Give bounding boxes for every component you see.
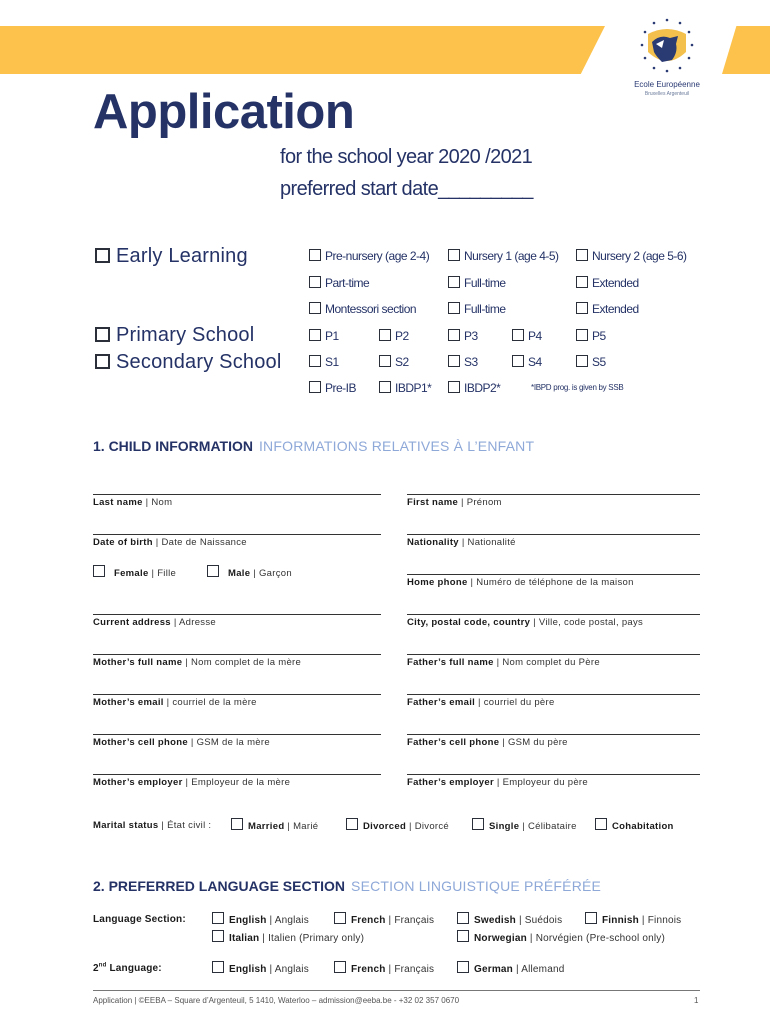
category-label: Primary School [116, 324, 255, 346]
option-label: IBDP1* [395, 381, 432, 395]
section-preferred-language [93, 878, 601, 894]
home-phone-field[interactable] [407, 574, 700, 575]
father-email-field[interactable] [407, 694, 700, 695]
option-label: S5 [592, 355, 606, 369]
option-label: P2 [395, 329, 409, 343]
checkbox[interactable] [207, 565, 219, 577]
checkbox[interactable] [95, 327, 110, 342]
header-band [0, 26, 605, 74]
option-label: IBDP2* [464, 381, 501, 395]
option-label: S3 [464, 355, 478, 369]
checkbox[interactable] [309, 302, 321, 314]
nationality-field[interactable] [407, 534, 700, 535]
page-title: Application [93, 85, 355, 139]
mother-email-field[interactable] [93, 694, 381, 695]
gender-male[interactable]: Male | Garçon [207, 565, 292, 579]
checkbox[interactable] [448, 249, 460, 261]
checkbox[interactable] [472, 818, 484, 830]
option-label: P4 [528, 329, 542, 343]
checkbox[interactable] [576, 302, 588, 314]
mother-name-label: Mother’s full name | Nom complet de la mère [93, 657, 302, 668]
mother-email-label: Mother’s email | courriel de la mère [93, 697, 257, 708]
option-pre-ib[interactable] [309, 381, 356, 395]
father-email-label: Father’s email | courriel du père [407, 697, 555, 708]
option-label: Nursery 1 (age 4-5) [464, 249, 559, 263]
option-label: Full-time [464, 302, 506, 316]
section-child-information [93, 438, 534, 454]
checkbox[interactable] [512, 329, 524, 341]
option-p2[interactable] [379, 329, 409, 343]
option-full-time[interactable] [448, 276, 506, 290]
mother-cell-field[interactable] [93, 734, 381, 735]
checkbox[interactable] [212, 930, 224, 942]
checkbox[interactable] [231, 818, 243, 830]
checkbox[interactable] [576, 249, 588, 261]
option-label: Nursery 2 (age 5-6) [592, 249, 687, 263]
checkbox[interactable] [379, 355, 391, 367]
section-title-en: 2. PREFERRED LANGUAGE SECTION [93, 878, 346, 894]
checkbox[interactable] [576, 355, 588, 367]
second-lang-french[interactable]: French | Français [334, 961, 434, 975]
option-label: Pre-IB [325, 381, 357, 395]
checkbox[interactable] [309, 355, 321, 367]
option-label: P5 [592, 329, 606, 343]
checkbox[interactable] [334, 961, 346, 973]
checkbox[interactable] [379, 381, 391, 393]
father-name-field[interactable] [407, 654, 700, 655]
gender-female[interactable]: Female | Fille [93, 565, 176, 579]
father-employer-field[interactable] [407, 774, 700, 775]
option-ibdp2[interactable] [448, 381, 500, 395]
address-label: Current address | Adresse [93, 617, 216, 628]
father-cell-label: Father’s cell phone | GSM du père [407, 737, 568, 748]
checkbox[interactable] [457, 961, 469, 973]
checkbox[interactable] [334, 912, 346, 924]
checkbox[interactable] [448, 381, 460, 393]
home-phone-label: Home phone | Numéro de téléphone de la maison [407, 577, 634, 588]
ibdp-note: *IBPD prog. is given by SSB [531, 383, 624, 392]
lang-italian[interactable]: Italian | Italien (Primary only) [212, 930, 364, 944]
checkbox[interactable] [212, 961, 224, 973]
checkbox[interactable] [379, 329, 391, 341]
option-label: Extended [592, 302, 639, 316]
city-label: City, postal code, country | Ville, code postal, pays [407, 617, 644, 628]
category-label: Secondary School [116, 351, 282, 373]
checkbox[interactable] [448, 329, 460, 341]
marital-married[interactable]: Married | Marié [231, 818, 318, 832]
section-title-en: 1. CHILD INFORMATION [93, 438, 253, 454]
category-early-learning[interactable] [95, 245, 248, 268]
option-label: Part-time [325, 276, 370, 290]
section-title-fr: SECTION LINGUISTIQUE PRÉFÉRÉE [351, 878, 602, 894]
checkbox[interactable] [309, 381, 321, 393]
page-number: 1 [694, 996, 699, 1005]
father-employer-label: Father’s employer | Employeur du père [407, 777, 588, 788]
second-lang-english[interactable]: English | Anglais [212, 961, 309, 975]
checkbox[interactable] [309, 276, 321, 288]
marital-cohabitation[interactable]: Cohabitation [595, 818, 674, 832]
dob-label: Date of birth | Date de Naissance [93, 537, 247, 548]
option-label: Full-time [464, 276, 506, 290]
header-band-right [722, 26, 770, 74]
last-name-label: Last name | Nom [93, 497, 173, 508]
checkbox[interactable] [346, 818, 358, 830]
category-primary-school[interactable] [95, 324, 254, 347]
option-part-time[interactable] [309, 276, 369, 290]
section-title-fr: INFORMATIONS RELATIVES À L’ENFANT [258, 438, 535, 454]
city-field[interactable] [407, 614, 700, 615]
option-nursery-2[interactable] [576, 249, 687, 263]
checkbox[interactable] [448, 355, 460, 367]
footer-text: Application | ©EEBA – Square d’Argenteuil, 5 1410, Waterloo – admission@eeba.be - +32 02 357 0670 [93, 996, 460, 1005]
first-name-field[interactable] [407, 494, 700, 495]
option-s3[interactable] [448, 355, 478, 369]
option-label: S4 [528, 355, 542, 369]
logo-name: Ecole Européenne [634, 80, 700, 89]
checkbox[interactable] [309, 249, 321, 261]
option-p3[interactable] [448, 329, 478, 343]
dob-field[interactable] [93, 534, 381, 535]
second-lang-german[interactable]: German | Allemand [457, 961, 565, 975]
option-label: P3 [464, 329, 478, 343]
father-cell-field[interactable] [407, 734, 700, 735]
lang-english[interactable]: English | Anglais [212, 912, 309, 926]
option-s5[interactable] [576, 355, 606, 369]
option-label: Pre-nursery (age 2-4) [325, 249, 430, 263]
checkbox[interactable] [457, 912, 469, 924]
mother-cell-label: Mother’s cell phone | GSM de la mère [93, 737, 270, 748]
marital-divorced[interactable]: Divorced | Divorcé [346, 818, 449, 832]
option-label: S1 [325, 355, 339, 369]
language-section-label: Language Section: [93, 914, 186, 925]
option-s4[interactable] [512, 355, 542, 369]
start-date-line: preferred start date_________ [280, 178, 533, 200]
category-label: Early Learning [116, 245, 248, 267]
mother-employer-label: Mother’s employer | Employeur de la mère [93, 777, 291, 788]
option-pre-nursery[interactable] [309, 249, 429, 263]
checkbox[interactable] [95, 248, 110, 263]
checkbox[interactable] [457, 930, 469, 942]
second-language-label: 2nd Language: [93, 963, 162, 975]
option-label: Extended [592, 276, 639, 290]
marital-status-label: Marital status | État civil : [93, 820, 212, 831]
option-p5[interactable] [576, 329, 606, 343]
checkbox[interactable] [512, 355, 524, 367]
checkbox[interactable] [212, 912, 224, 924]
mother-employer-field[interactable] [93, 774, 381, 775]
checkbox[interactable] [576, 276, 588, 288]
lang-swedish[interactable]: Swedish | Suédois [457, 912, 562, 926]
checkbox[interactable] [448, 276, 460, 288]
footer-divider [93, 990, 700, 991]
last-name-field[interactable] [93, 494, 381, 495]
option-label: Montessori section [325, 302, 417, 316]
checkbox[interactable] [95, 354, 110, 369]
category-secondary-school[interactable] [95, 351, 282, 374]
option-label: P1 [325, 329, 339, 343]
marital-single[interactable]: Single | Célibataire [472, 818, 577, 832]
checkbox[interactable] [448, 302, 460, 314]
option-extended-montessori[interactable] [576, 302, 639, 316]
lang-norwegian[interactable]: Norwegian | Norvégien (Pre-school only) [457, 930, 665, 944]
nationality-label: Nationality | Nationalité [407, 537, 516, 548]
checkbox[interactable] [595, 818, 607, 830]
address-field[interactable] [93, 614, 381, 615]
lang-french[interactable]: French | Français [334, 912, 434, 926]
checkbox[interactable] [576, 329, 588, 341]
checkbox[interactable] [585, 912, 597, 924]
option-montessori[interactable] [309, 302, 416, 316]
option-full-time-montessori[interactable] [448, 302, 506, 316]
option-p4[interactable] [512, 329, 542, 343]
option-label: S2 [395, 355, 409, 369]
mother-name-field[interactable] [93, 654, 381, 655]
lang-finnish[interactable]: Finnish | Finnois [585, 912, 681, 926]
option-ibdp1[interactable] [379, 381, 431, 395]
option-extended[interactable] [576, 276, 639, 290]
checkbox[interactable] [309, 329, 321, 341]
logo-subtitle: Bruxelles Argenteuil [644, 91, 690, 97]
option-s1[interactable] [309, 355, 339, 369]
option-nursery-1[interactable] [448, 249, 559, 263]
first-name-label: First name | Prénom [407, 497, 502, 508]
option-s2[interactable] [379, 355, 409, 369]
option-p1[interactable] [309, 329, 339, 343]
father-name-label: Father’s full name | Nom complet du Père [407, 657, 600, 668]
school-year-line: for the school year 2020 /2021 [280, 146, 533, 168]
checkbox[interactable] [93, 565, 105, 577]
